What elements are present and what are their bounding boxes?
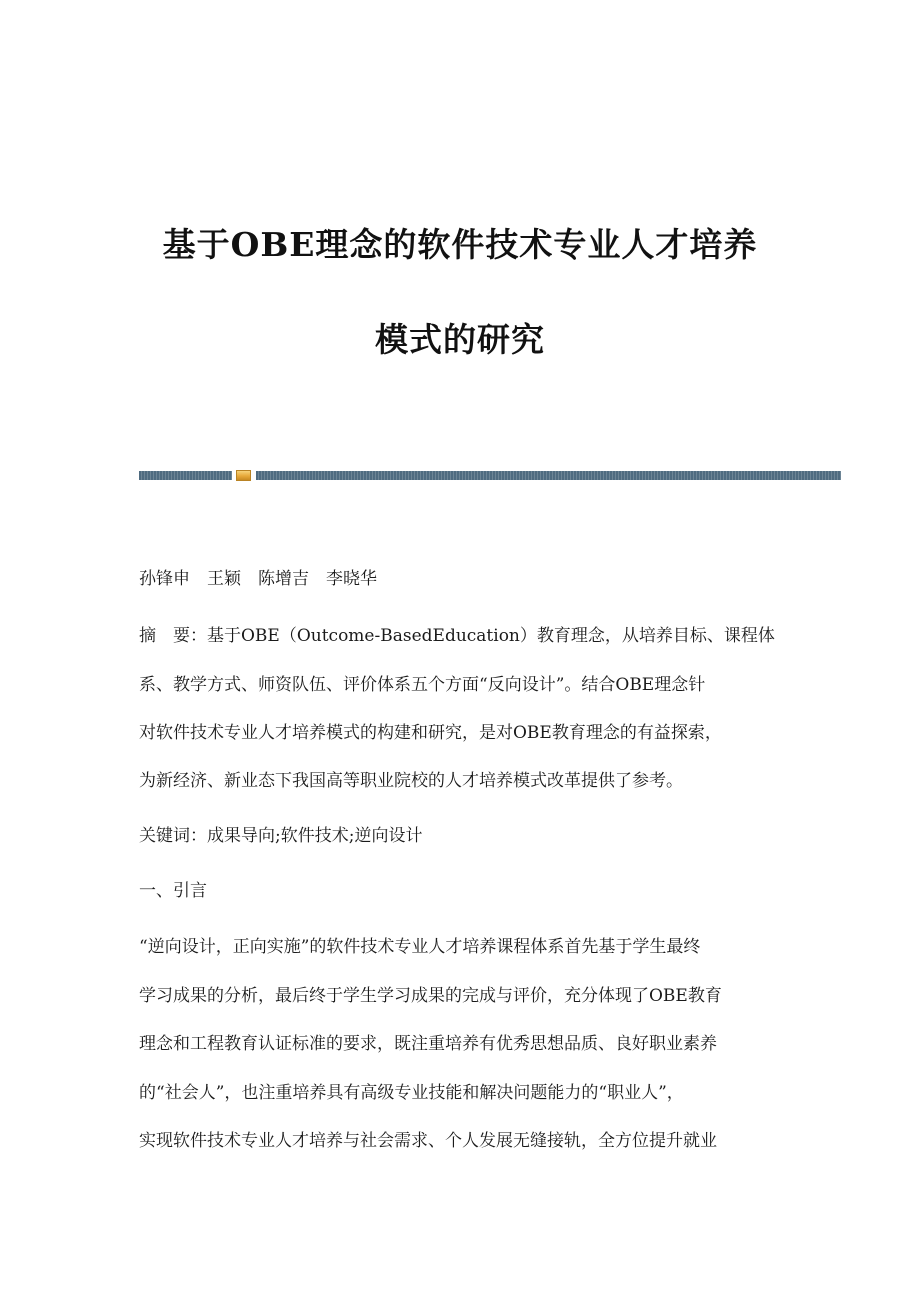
- abstract-line: 系、教学方式、师资队伍、评价体系五个方面“反向设计”。结合OBE理念针: [139, 675, 706, 695]
- author-list: 孙锋申 王颖 陈增吉 李晓华: [139, 569, 377, 589]
- abstract-line: 摘 要：基于OBE（Outcome-BasedEducation）教育理念，从培养目标、课程体: [139, 626, 775, 646]
- body-line: “逆向设计，正向实施”的软件技术专业人才培养课程体系首先基于学生最终: [139, 937, 701, 957]
- paper-title-line-2: 模式的研究: [375, 320, 545, 359]
- title-divider: [139, 471, 841, 480]
- abstract-line: 为新经济、新业态下我国高等职业院校的人才培养模式改革提供了参考。: [139, 771, 683, 791]
- divider-right-bar: [256, 471, 841, 480]
- keywords: 关键词：成果导向;软件技术;逆向设计: [139, 826, 423, 846]
- section-heading-introduction: 一、引言: [139, 881, 207, 901]
- paper-title-line-1: 基于OBE理念的软件技术专业人才培养: [162, 225, 758, 264]
- body-line: 的“社会人”，也注重培养具有高级专业技能和解决问题能力的“职业人”，: [139, 1083, 684, 1103]
- body-line: 理念和工程教育认证标准的要求，既注重培养有优秀思想品质、良好职业素养: [139, 1034, 717, 1054]
- abstract-line: 对软件技术专业人才培养模式的构建和研究，是对OBE教育理念的有益探索，: [139, 723, 722, 743]
- body-line: 学习成果的分析，最后终于学生学习成果的完成与评价，充分体现了OBE教育: [139, 986, 722, 1006]
- divider-left-bar: [139, 471, 232, 480]
- divider-ornament-icon: [236, 470, 251, 481]
- body-line: 实现软件技术专业人才培养与社会需求、个人发展无缝接轨，全方位提升就业: [139, 1131, 717, 1151]
